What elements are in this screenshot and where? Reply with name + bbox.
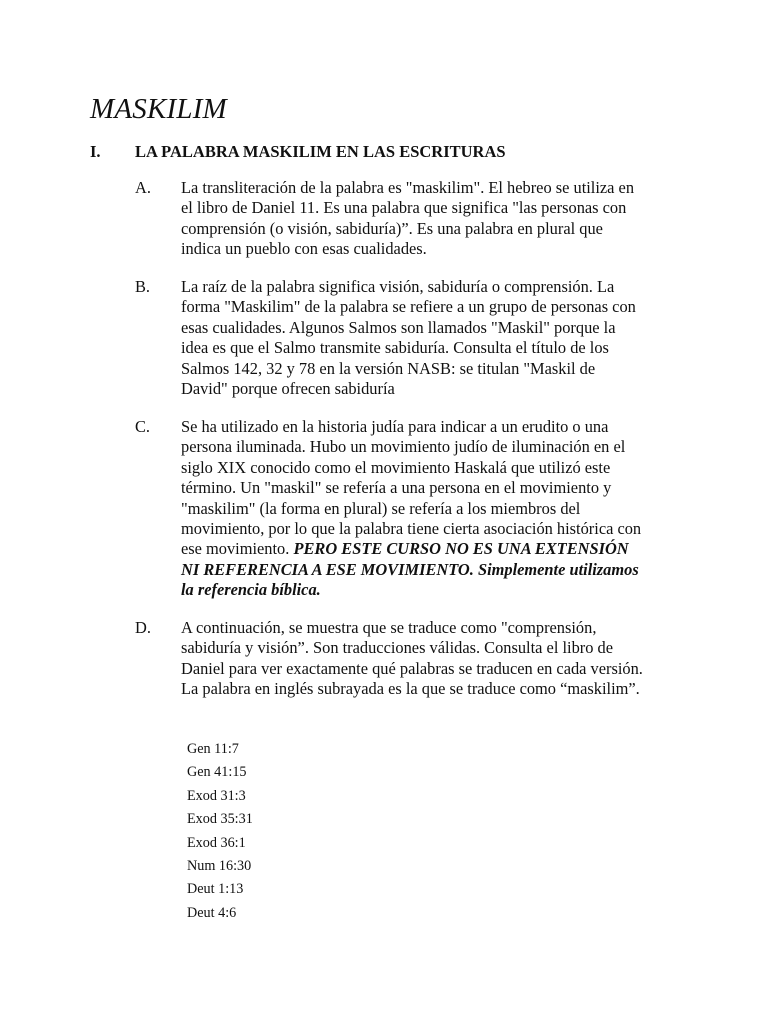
paragraph-line: siglo XIX conocido como el movimiento Haskalá que utilizó este bbox=[181, 457, 611, 477]
reference-item: Gen 41:15 bbox=[187, 764, 247, 781]
item-letter: D. bbox=[135, 618, 151, 637]
reference-item: Exod 35:31 bbox=[187, 811, 253, 828]
reference-item: Exod 36:1 bbox=[187, 834, 246, 851]
item-letter: B. bbox=[135, 277, 151, 296]
reference-item: Exod 31:3 bbox=[187, 787, 246, 804]
paragraph-line: "maskilim" (la forma en plural) se refería a los miembros del bbox=[181, 498, 581, 518]
item-letter: A. bbox=[135, 178, 151, 197]
paragraph-line: el libro de Daniel 11. Es una palabra que significa "las personas con bbox=[181, 198, 627, 218]
reference-item: Deut 4:6 bbox=[187, 904, 237, 921]
paragraph-line: Salmos 142, 32 y 78 en la versión NASB: se titulan "Maskil de bbox=[181, 358, 596, 378]
item-paragraph bbox=[181, 417, 681, 601]
emphasis-line: la referencia bíblica. bbox=[181, 580, 321, 600]
item-letter: C. bbox=[135, 417, 151, 436]
paragraph-line: indica un pueblo con esas cualidades. bbox=[181, 239, 427, 259]
paragraph-line: esas cualidades. Algunos Salmos son llamados "Maskil" porque la bbox=[181, 317, 616, 337]
paragraph-line: Se ha utilizado en la historia judía para indicar a un erudito o una bbox=[181, 417, 609, 436]
paragraph-line: David" porque ofrecen sabiduría bbox=[181, 379, 395, 399]
paragraph-line: La palabra en inglés subrayada es la que se traduce como “maskilim”. bbox=[181, 679, 640, 699]
item-paragraph bbox=[181, 618, 681, 700]
paragraph-line: Daniel para ver exactamente qué palabras se traducen en cada versión. bbox=[181, 658, 643, 678]
paragraph-line: forma "Maskilim" de la palabra se refiere a un grupo de personas con bbox=[181, 297, 636, 317]
paragraph-line bbox=[181, 539, 681, 559]
paragraph-line: La raíz de la palabra significa visión, sabiduría o comprensión. La bbox=[181, 277, 615, 296]
document-title: MASKILIM bbox=[90, 93, 227, 125]
item-paragraph bbox=[181, 178, 681, 260]
emphasis-text: PERO ESTE CURSO NO ES UNA EXTENSIÓN bbox=[293, 539, 629, 559]
paragraph-line: A continuación, se muestra que se traduce como "comprensión, bbox=[181, 618, 597, 637]
reference-item: Deut 1:13 bbox=[187, 881, 244, 898]
reference-item: Num 16:30 bbox=[187, 858, 252, 875]
paragraph-line: idea es que el Salmo transmite sabiduría. Consulta el título de los bbox=[181, 338, 609, 358]
section-number: I. bbox=[90, 142, 101, 161]
reference-list bbox=[187, 738, 253, 925]
section-title: LA PALABRA MASKILIM EN LAS ESCRITURAS bbox=[135, 142, 506, 161]
item-paragraph bbox=[181, 277, 681, 399]
paragraph-line: comprensión (o visión, sabiduría)”. Es una palabra en plural que bbox=[181, 218, 603, 238]
emphasis-line: NI REFERENCIA A ESE MOVIMIENTO. Simplemente utilizamos bbox=[181, 559, 639, 579]
paragraph-line: La transliteración de la palabra es "maskilim". El hebreo se utiliza en bbox=[181, 178, 635, 197]
plain-text: ese movimiento. bbox=[181, 539, 294, 559]
paragraph-line: movimiento, por lo que la palabra tiene cierta asociación histórica con bbox=[181, 519, 642, 539]
paragraph-line: sabiduría y visión”. Son traducciones válidas. Consulta el libro de bbox=[181, 638, 613, 658]
paragraph-line: término. Un "maskil" se refería a una persona en el movimiento y bbox=[181, 478, 612, 498]
reference-item: Gen 11:7 bbox=[187, 741, 239, 757]
paragraph-line: persona iluminada. Hubo un movimiento judío de iluminación en el bbox=[181, 437, 626, 457]
